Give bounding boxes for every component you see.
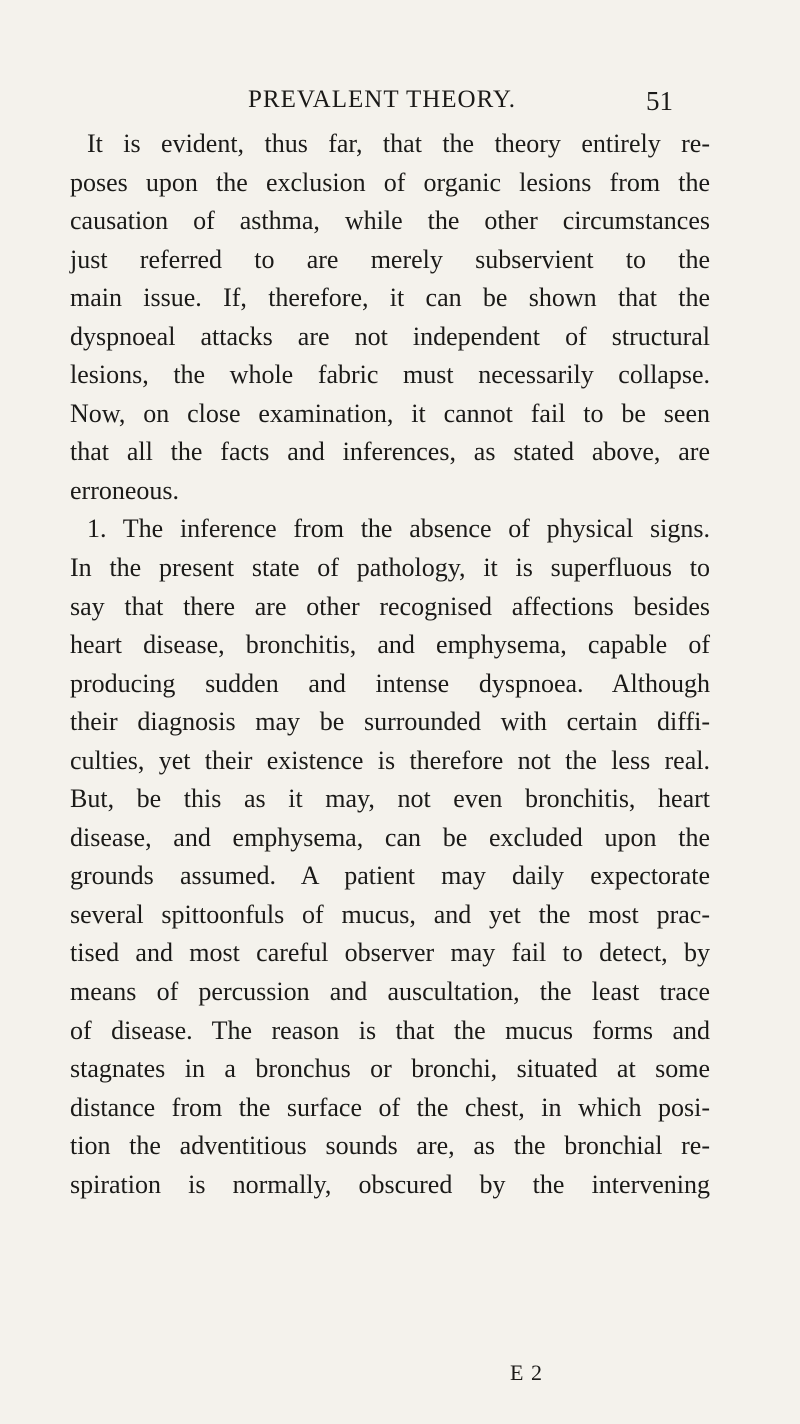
text-line: dyspnoeal attacks are not independent of structural [70, 321, 710, 351]
text-line: several spittoonfuls of mucus, and yet the most prac- [70, 899, 710, 929]
text-line: tion the adventitious sounds are, as the bronchial re- [70, 1131, 710, 1161]
text-line: means of percussion and auscultation, the least trace [70, 977, 710, 1007]
text-line: culties, yet their existence is therefore not the less real. [70, 745, 710, 775]
page-number: 51 [646, 86, 673, 116]
text-line: producing sudden and intense dyspnoea. Although [70, 668, 710, 698]
running-head [0, 86, 800, 120]
text-line: their diagnosis may be surrounded with certain diffi- [70, 707, 710, 737]
text-line: But, be this as it may, not even bronchitis, heart [70, 784, 710, 814]
text-line: just referred to are merely subservient to the [70, 244, 710, 274]
text-line: causation of asthma, while the other circumstances [70, 206, 710, 236]
text-line: disease, and emphysema, can be excluded upon the [70, 822, 710, 852]
text-line: tised and most careful observer may fail to detect, by [70, 938, 710, 968]
text-line: Now, on close examination, it cannot fail to be seen [70, 398, 710, 428]
body-text [70, 125, 710, 1204]
text-line: erroneous. [70, 475, 180, 505]
text-line: poses upon the exclusion of organic lesions from the [70, 167, 710, 197]
text-line: It is evident, thus far, that the theory entirely re- [87, 129, 710, 158]
signature-mark: E 2 [510, 1360, 543, 1385]
text-line: that all the facts and inferences, as stated above, are [70, 437, 710, 467]
text-line: In the present state of pathology, it is superfluous to [70, 553, 710, 583]
text-line: of disease. The reason is that the mucus forms and [70, 1015, 710, 1045]
text-line: distance from the surface of the chest, in which posi- [70, 1092, 710, 1122]
text-line: lesions, the whole fabric must necessarily collapse. [70, 360, 710, 390]
text-line: main issue. If, therefore, it can be shown that the [70, 283, 710, 313]
text-line: spiration is normally, obscured by the intervening [70, 1169, 710, 1199]
text-line: stagnates in a bronchus or bronchi, situated at some [70, 1054, 710, 1084]
text-line: grounds assumed. A patient may daily expectorate [70, 861, 710, 891]
text-line: say that there are other recognised affections besides [70, 591, 710, 621]
running-title: PREVALENT THEORY. [248, 86, 516, 113]
section-heading-line: 1. The inference from the absence of physical signs. [87, 514, 710, 544]
text-line: heart disease, bronchitis, and emphysema, capable of [70, 630, 710, 660]
